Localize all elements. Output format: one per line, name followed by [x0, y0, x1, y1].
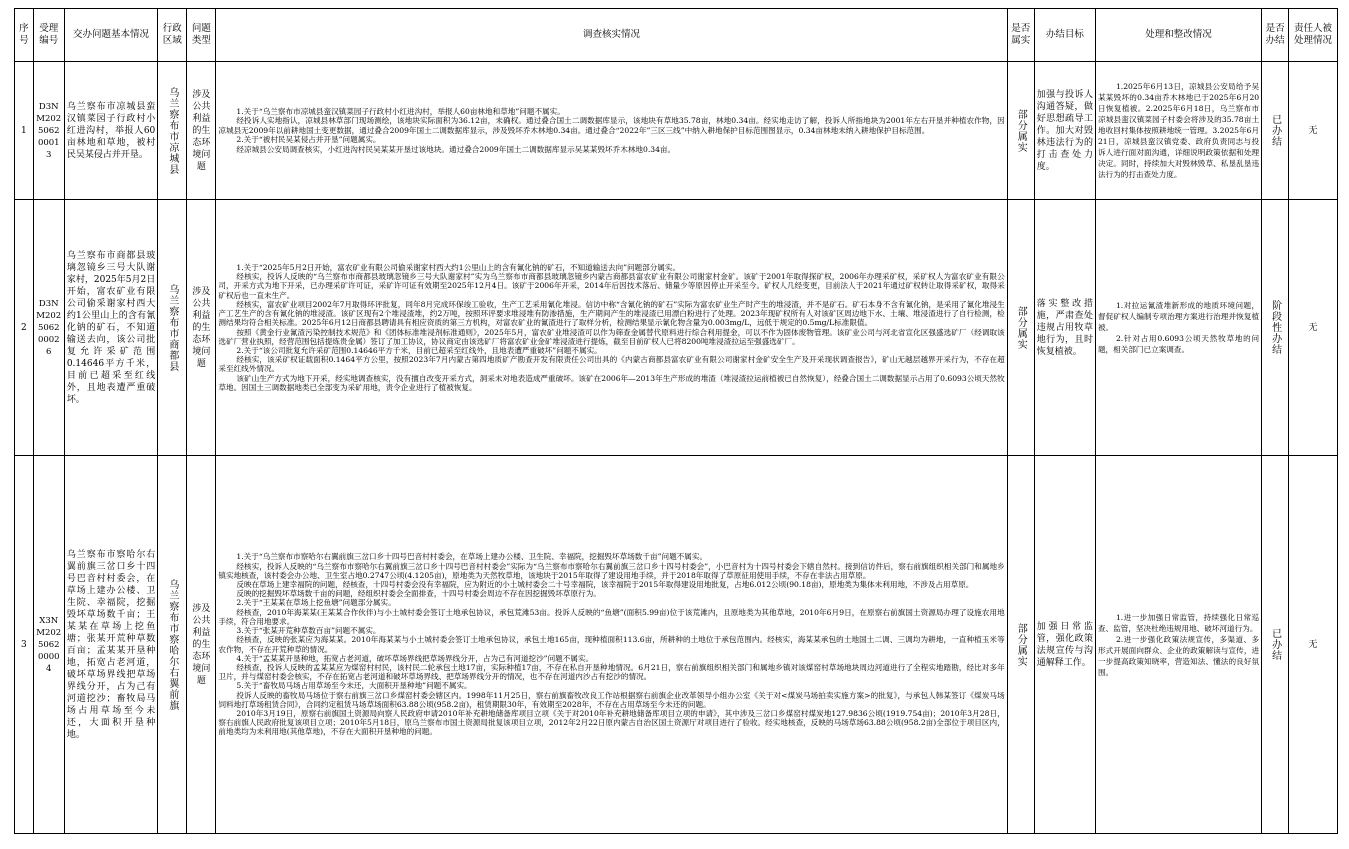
header-summary: 交办问题基本情况 — [64, 9, 157, 62]
cell-summary: 乌兰察布市凉城县蛮汉镇菜园子行政村小红进沟村，举报人60亩林地和草地，被村民吴某侵占并开垦。 — [64, 62, 157, 200]
table-row — [15, 200, 1338, 456]
cell-done — [1262, 62, 1289, 200]
cell-goal: 落实整改措施，严肃查处违规占用牧草地行为，且时恢复植被。 — [1034, 200, 1095, 456]
cell-true — [1007, 456, 1034, 834]
done-text: 已办结 — [1269, 114, 1281, 147]
cell-summary: 乌兰察布市商都县玻璃忽镜乡三号大队谢家村，2025年5月2日开始，富农矿业有限公司偷采谢家村西大约1公里山上的含有氰化钠的矿石，不知道输送去向，该公司批复允许采矿范围0.14646平方千米，目前已超采至红线外，且地表遭严重破坏。 — [64, 200, 157, 456]
investigation-para: 3.关于“张某开荒种草数百亩”问题不属实。 — [236, 626, 381, 636]
header-id: 受理编号 — [33, 9, 64, 62]
cell-region — [158, 200, 187, 456]
table-row — [15, 456, 1338, 834]
handling-para: 2.针对占用0.6093公顷天然牧草地的问题，相关部门已立案调查。 — [1097, 334, 1260, 354]
cell-true — [1007, 62, 1034, 200]
header-accountability: 责任人被处理情况 — [1289, 9, 1338, 62]
cell-done — [1262, 200, 1289, 456]
header-handling: 处理和整改情况 — [1095, 9, 1261, 62]
investigation-para: 经核查，投诉人反映的孟某某应为煤窑村村民，该村民二轮承包土地17亩，实际种植17亩，不存在私自开垦种地情况。6月21日，察右前旗组织相关部门和属地乡镇对该煤窑村草场地块周边河道进行了全程实地踏勘，经比对多年卫片，并与煤窑村委会核实，不存在拓宽占老河道和破坏草场界线、把草场界线分开的情况，也不存在河道内沙占有挖沙的情况。 — [218, 662, 1005, 682]
investigation-para: 1.关于“2025年5月2日开始，富农矿业有限公司偷采谢家村西大约1公里山上的含有氰化钠的矿石，不知道输送去向”问题部分属实。 — [236, 263, 681, 273]
cell-investigation — [216, 456, 1007, 834]
complaint-table — [14, 8, 1338, 834]
investigation-para: 2010年3月19日，原察右前旗国土资源局向察人民政府申请2010年补充耕地储备库项目立项《关于对2010年补充耕地储备库项目立项的申请》，其中涉及三岔口乡煤窑村煤炭地127.9836公顷(1919.754亩)；2010年3月28日，察右前旗人民政府批复该项目立项；2010年5月18日，原乌兰察布市国土资源局批复该项目立项，2012年2月22日原内蒙古自治区国土资源厅对项目进行了验收。经实地核查，反映的马场草场63.88公顷(958.2亩)全部位于项目区内，前地类均为未利用地(其他草地)，不存在大面积开垦种地的问题。 — [218, 708, 1005, 737]
investigation-para: 2.关于“该公司批复允许采矿范围0.14646平方千米，目前已超采至红线外，且地表遭严重破坏”问题不属实。 — [236, 345, 602, 355]
investigation-para: 2.关于“王某某在草场上挖鱼塘”问题部分属实。 — [236, 598, 396, 608]
header-investigation: 调查核实情况 — [216, 9, 1007, 62]
cell-handling — [1095, 62, 1261, 200]
cell-true — [1007, 200, 1034, 456]
investigation-para: 反映的挖掘毁坏草场数千亩的问题，经组织村委会全面排查，十四号村委会周边不存在因挖掘毁坏草原行为。 — [236, 589, 601, 599]
investigation-para: 反映在草场上建幸福院的问题，经核查，十四号村委会没有幸福院，应为附近的小土城村委会二十号幸福院，该幸福院于2015年取得建设用地批复，占地6.012公顷(90.18亩)，原地类为集体未利用地，不涉及占用草原。 — [236, 580, 974, 590]
done-text: 阶段性办结 — [1269, 300, 1281, 355]
investigation-para: 经核实，该采矿权证载面积0.1464平方公里，按照2023年7月内蒙古第四地质矿产勘查开发有限责任公司出具的《内蒙古商都县富农矿业有限公司谢家村金矿安全生产及开采现状调查报告》，矿山无越层越界开采行为，不存在超采至红线外情况。 — [218, 355, 1005, 374]
true-text: 部分属实 — [1015, 622, 1027, 667]
cell-handling — [1095, 200, 1261, 456]
header-goal: 办结目标 — [1034, 9, 1095, 62]
investigation-para: 经核实，富农矿业项目2002年7月取得环评批复，同年8月完成环保竣工验收，生产工艺采用氰化堆浸。信访中称“含氰化钠的矿石”实际为富农矿业生产时产生的堆浸渣，并不是矿石。矿石本身不含有氰化钠，是采用了氰化堆浸生产工艺生产的含有氰化钠的堆浸渣。该矿区现有2个堆浸渣堆，约2万吨，按照环评要求堆浸堆有防渗措施，生产期间产生的堆浸渣已用漂白粉进行了处理。2023年现矿权所有人对该矿区周边地下水、土壤、堆浸渣进行了自行检测，检测结果均符合相关标准。2025年6月12日商都县聘请具有相应资质的第三方机构，对富农矿业的氰渣进行了取样分析，检测结果显示氰化物含量为0.003mg/L，远低于规定的0.5mg/L标准限值。 — [218, 299, 1005, 328]
handling-para: 2.进一步强化政策法规宣传，多渠道、多形式开展面向群众、企业的政策解读与宣传，进一步提高政策知晓率，营造知法、懂法的良好氛围。 — [1097, 634, 1260, 677]
cell-no: 1 — [15, 62, 34, 200]
investigation-para: 经核实，投诉人反映的“乌兰察布市察哈尔右翼前旗三岔口乡十四号巴音村村委会”实际为“乌兰察布市察哈尔右翼前旗三岔口乡十四号村委会”，小巴音村为十四号村委会下辖自然村。接到信访件后，察右前旗组织相关部门和属地乡镇实地核查，该村委会办公地、卫生室占地0.2747公顷(4.1205亩)，原地类为天然牧草地，该地块于2015年取得了建设用地手续，并于2018年取得了草原征用使用手续，不存在非法占用草原。 — [218, 561, 1005, 580]
handling-para: 1.2025年6月13日，凉城县公安局给予吴某某毁坏的0.34亩乔木林地已于2025年6月20日恢复植被。2.2025年6月18日，乌兰察布市凉城县蛮汉镇菜园子村委会将涉及的35.78亩土地收回村集体按照耕地统一管理。3.2025年6月21日，凉城县蛮汉镇党委、政府负责同志与投诉人进行面对面沟通，详细说明政策依据和处理决定。同时，持续加大对毁林毁草、私垦乱垦违法行为的打击查处力度。 — [1097, 82, 1260, 179]
investigation-para: 该矿山生产方式为地下开采，经实地调查核实，没有擅自改变开采方式，洞采未对地表造成严重破坏。该矿在2006年—2013年生产形成的堆渣（堆浸渣拉运前植被已自然恢复），经叠合国土二调数据显示占用了0.6093公顷天然牧草地。因国土三调数据地类已全部变为采矿用地，责令企业进行了植被恢复。 — [218, 373, 1005, 392]
true-text: 部分属实 — [1015, 305, 1027, 350]
investigation-para: 经投诉人实地指认，凉城县林草部门现场测绘，该地块实际面积为36.12亩，未确权。通过叠合国土二调数据库显示，该地块有草地35.78亩，林地0.34亩。经实地走访了解，投诉人所指地块为2001年左右开垦并种植农作物，因凉城县无2009年以前耕地国土变更数据，通过叠合2009年国土二调数据库显示，涉及毁坏乔木林地0.34亩。通过叠合“2022年”三区三线”中纳入耕地保护目标范围图显示，0.34亩林地未纳入耕地保护目标范围。 — [218, 116, 1005, 135]
investigation-para: 经凉城县公安局调查核实，小红进沟村民吴某某开垦过该地块。通过叠合2009年国土二调数据库显示吴某某毁坏乔木林地0.34亩。 — [236, 144, 676, 154]
header-no: 序号 — [15, 9, 34, 62]
table-header-row — [15, 9, 1338, 62]
region-text: 乌兰察布市察哈尔右翼前旗 — [166, 578, 178, 711]
cell-no: 3 — [15, 456, 34, 834]
cell-id: X3NM202506200004 — [33, 456, 64, 834]
cell-summary: 乌兰察布市察哈尔右翼前旗三岔口乡十四号巴音村村委会，在草场上建办公楼、卫生院、幸福院，挖掘毁坏草场数千亩；王某某在草场上挖鱼塘；张某开荒种草数百亩；孟某某开垦种地，拓宽占老河道，破坏草场界线把草场界线分开，占为己有河道挖沙；畜牧局马场占用草场至今未还，大面积开垦种地。 — [64, 456, 157, 834]
investigation-para: 投诉人反映的畜牧局马场位于察右前旗三岔口乡煤窑村委会辖区内。1998年11月25日，察右前旗畜牧改良工作站根据察右前旗企业改革领导小组办公室《关于对<煤炭马场拍卖实施方案>的批复》，与承包人韩某签订《煤炭马场饲料地打草场租赁合同》，合同约定租赁马场草场面积63.88公顷(958.2亩)，租赁期限30年，有效期至2028年，不存在占用草场至今未还的问题。 — [218, 690, 1005, 709]
header-true: 是否属实 — [1007, 9, 1034, 62]
header-region: 行政区域 — [158, 9, 187, 62]
done-text: 已办结 — [1269, 628, 1281, 661]
cell-handling — [1095, 456, 1261, 834]
investigation-para: 经核实，投诉人反映的“乌兰察布市商都县玻璃忽镜乡三号大队谢家村”实为乌兰察布市商都县玻璃忽镜乡内蒙古商都县富农矿业有限公司谢家村金矿。该矿于2001年取得探矿权，2006年办理采矿权，采矿权人为富农矿业有限公司，开采方式为地下开采，已办理采矿许可证，采矿许可证有效期至2025年12月4日。该矿于2006年开采，2014年后因技术落后、储量少等原因停止开采至今。矿权人几经变更，目前法人于2021年通过矿权转让取得采矿权，取得采矿权后也一直未生产。 — [218, 272, 1005, 300]
cell-accountability: 无 — [1289, 456, 1338, 834]
cell-investigation — [216, 200, 1007, 456]
investigation-para: 1.关于“乌兰察布市察哈尔右翼前旗三岔口乡十四号巴音村村委会，在草场上建办公楼、卫生院、幸福院，挖掘毁坏草场数千亩”问题不属实。 — [236, 552, 708, 562]
investigation-para: 经核查，2010年海某某(王某某合作伙伴)与小土城村委会签订土地承包协议，承包荒滩53亩。投诉人反映的“鱼塘”(面积5.99亩)位于该荒滩内，且原地类为其他草地，2010年6月9日，在原察右前旗国土资源局办理了设施农用地手续，符合用地要求。 — [218, 607, 1005, 626]
true-text: 部分属实 — [1015, 108, 1027, 153]
cell-accountability: 无 — [1289, 62, 1338, 200]
cell-type: 涉及公共利益的生态环境问题 — [187, 200, 216, 456]
cell-no: 2 — [15, 200, 34, 456]
region-text: 乌兰察布市凉城县 — [166, 86, 178, 175]
investigation-para: 4.关于“孟某某开垦种地，拓宽占老河道，破坏草场界线把草场界线分开，占为己有河道挖沙”问题不属实。 — [236, 653, 594, 663]
cell-id: D3NM202506200013 — [33, 62, 64, 200]
handling-para: 1.进一步加强日常监管，持续强化日常巡查、监管，坚决杜绝违规用地、破坏河道行为。 — [1097, 612, 1260, 633]
header-type: 问题类型 — [187, 9, 216, 62]
cell-type: 涉及公共利益的生态环境问题 — [187, 62, 216, 200]
cell-done — [1262, 456, 1289, 834]
investigation-para: 5.关于“畜牧局马场占用草场至今未还，大面积开垦种地”问题不属实。 — [236, 681, 472, 691]
region-text: 乌兰察布市商都县 — [166, 283, 178, 372]
cell-accountability: 无 — [1289, 200, 1338, 456]
investigation-para: 1.关于“乌兰察布市凉城县蛮汉镇菜园子行政村小红进沟村，举报人60亩林地和草地”问题不属实。 — [236, 106, 565, 116]
cell-goal: 加强日常监管，强化政策法规宣传与沟通解释工作。 — [1034, 456, 1095, 834]
investigation-para: 经核查，反映的张某应为海某某。2010年海某某与小土城村委会签订土地承包协议，承包土地165亩，现种植面积113.6亩，所耕种的土地位于承包范围内。经核实，海某某承包的土地国土二调、三调均为耕地，一直种植玉米等农作物，不存在开荒种草的情况。 — [218, 635, 1005, 654]
handling-para: 1.对拉运氰渣堆新形成的地质环境问题，督促矿权人编制专项治理方案进行治理并恢复植被。 — [1097, 301, 1260, 332]
cell-region — [158, 62, 187, 200]
table-row — [15, 62, 1338, 200]
header-done: 是否办结 — [1262, 9, 1289, 62]
cell-region — [158, 456, 187, 834]
cell-goal: 加强与投诉人沟通答疑，做好思想疏导工作。加大对毁林违法行为的打击查处力度。 — [1034, 62, 1095, 200]
cell-id: D3NM202506200026 — [33, 200, 64, 456]
investigation-para: 2.关于“被村民吴某侵占并开垦”问题属实。 — [236, 135, 381, 145]
cell-type: 涉及公共利益的生态环境问题 — [187, 456, 216, 834]
cell-investigation — [216, 62, 1007, 200]
investigation-para: 按照《黄金行业氰渣污染控制技术规范》和《团体标准堆浸剂标准通则》，2025年5月，富农矿业堆浸渣可以作为筛查金属替代原料进行综合利用提金，可以不作为固体废物管理。该矿业公司与河北省宣化区强盛选矿厂（经调取该选矿厂营业执照，经营范围包括提炼贵金属）签订了加工协议，协议商定由该选矿厂将富农矿业金矿堆浸渣进行提炼，截至目前矿权人已将8200吨堆浸渣拉运至强盛选矿厂。 — [218, 327, 1005, 346]
